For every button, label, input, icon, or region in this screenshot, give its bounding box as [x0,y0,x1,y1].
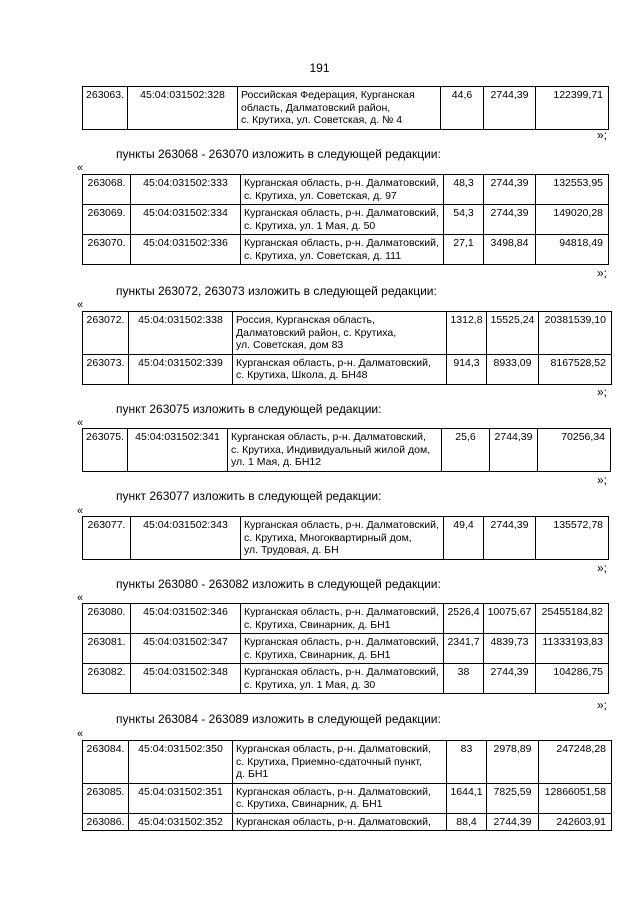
item-number: 263086. [83,813,129,831]
cadastral-number: 45:04:031502:351 [129,783,233,813]
cadastral-number: 45:04:031502:343 [131,517,241,560]
table-row [83,664,609,694]
rate-value: 2744,39 [484,205,536,235]
address-cell [241,175,444,205]
table-row [83,429,611,472]
cadastral-number: 45:04:031502:334 [131,205,241,235]
area-value: 2341,7 [444,634,484,664]
item-number: 263081. [83,634,131,664]
address-line: Курганская область, р-н. Далматовский, [244,606,439,618]
address-cell [233,354,447,384]
address-line: Курганская область, р-н. Далматовский, [244,636,439,648]
address-line: Курганская область, р-н. Далматовский, [244,207,439,219]
closing-quote: »; [597,561,608,575]
area-value: 83 [447,741,487,784]
cadastral-number: 45:04:031502:341 [128,429,228,472]
address-cell [233,312,447,355]
item-number: 263073. [83,354,129,384]
section-heading: пункт 263075 изложить в следующей редакции: [116,402,382,416]
address-cell [241,517,444,560]
cost-value: 104286,75 [536,664,609,694]
table-row [83,741,612,784]
address-line: с. Крутиха, ул. Советская, д. 97 [244,189,397,202]
section-heading: пункты 263068 - 263070 изложить в следующей редакции: [116,147,441,161]
closing-quote: »; [597,385,608,399]
address-line: с. Крутиха, Приемно-сдаточный пункт, [236,755,422,768]
table-row [83,604,609,634]
closing-quote: »; [597,698,608,712]
rate-value: 10075,67 [484,604,536,634]
table-row [83,87,609,130]
cost-value: 149020,28 [536,205,609,235]
address-line: с. Крутиха, ул. 1 Мая, д. 50 [244,219,376,232]
closing-quote: »; [597,266,608,280]
address-line: ул. Трудовая, д. БН [244,544,339,556]
cost-value: 11333193,83 [536,634,609,664]
address-cell [238,87,441,130]
address-line: ул. 1 Мая, д. БН12 [231,456,322,468]
rate-value: 2744,39 [487,813,539,831]
address-cell [241,235,444,265]
amendment-table [82,603,609,694]
address-line: Курганская область, р-н. Далматовский, [231,431,426,443]
address-line: Далматовский район, с. Крутиха, [236,326,397,339]
address-line: Россия, Курганская область, [236,314,375,326]
cost-value: 122399,71 [536,87,609,130]
address-line: д. БН1 [236,768,269,780]
area-value: 1312,8 [447,312,487,355]
address-line: с. Крутиха, ул. Советская, д. № 4 [241,114,403,126]
address-line: Курганская область, р-н. Далматовский, [236,743,431,755]
cadastral-number: 45:04:031502:350 [129,741,233,784]
item-number: 263069. [83,205,131,235]
section-heading: пункты 263080 - 263082 изложить в следующей редакции: [116,577,441,591]
area-value: 88,4 [447,813,487,831]
cost-value: 70256,34 [538,429,611,472]
rate-value: 2978,89 [487,741,539,784]
section-heading: пункты 263072, 263073 изложить в следующей редакции: [116,284,437,298]
address-line: Курганская область, р-н. Далматовский, [244,177,439,189]
opening-quote: « [77,592,84,604]
amendment-table [82,740,612,831]
item-number: 263077. [83,517,131,560]
rate-value: 15525,24 [487,312,539,355]
amendment-table [82,174,609,265]
cost-value: 242603,91 [539,813,612,831]
rate-value: 2744,39 [484,517,536,560]
cadastral-number: 45:04:031502:336 [131,235,241,265]
table-row [83,205,609,235]
area-value: 25,6 [442,429,490,472]
cost-value: 8167528,52 [539,354,612,384]
area-value: 2526,4 [444,604,484,634]
rate-value: 2744,39 [490,429,538,472]
address-line: с. Крутиха, Свинарник, д. БН1 [236,798,383,810]
cost-value: 135572,78 [536,517,609,560]
address-cell [233,783,447,813]
table-row [83,175,609,205]
cadastral-number: 45:04:031502:339 [129,354,233,384]
item-number: 263075. [83,429,128,472]
section-heading: пункт 263077 изложить в следующей редакции: [116,489,382,503]
address-line: Курганская область, р-н. Далматовский, [244,519,439,531]
address-line: с. Крутиха, Многоквартирный дом, [244,531,412,544]
address-line: Курганская область, р-н. Далматовский, [236,356,431,369]
address-cell [241,664,444,694]
table-row [83,783,612,813]
table-row [83,517,609,560]
item-number: 263084. [83,741,129,784]
address-cell [241,205,444,235]
rate-value: 3498,84 [484,235,536,265]
opening-quote: « [77,505,84,517]
cost-value: 132553,95 [536,175,609,205]
section-heading: пункты 263084 - 263089 изложить в следующей редакции: [116,712,441,726]
item-number: 263080. [83,604,131,634]
rate-value: 2744,39 [484,175,536,205]
item-number: 263068. [83,175,131,205]
area-value: 54,3 [444,205,484,235]
amendment-table [82,428,611,472]
table-row [83,634,609,664]
address-line: Курганская область, р-н. Далматовский, [244,237,439,249]
page-number: 191 [309,61,330,75]
item-number: 263070. [83,235,131,265]
cost-value: 25455184,82 [536,604,609,634]
area-value: 49,4 [444,517,484,560]
cadastral-number: 45:04:031502:328 [128,87,238,130]
rate-value: 2744,39 [484,87,536,130]
address-line: Курганская область, р-н. Далматовский, [236,785,431,798]
table-row [83,354,612,384]
opening-quote: « [77,162,84,174]
item-number: 263085. [83,783,129,813]
amendment-table [82,311,612,385]
cost-value: 20381539,10 [539,312,612,355]
address-line: ул. Советская, дом 83 [236,339,344,351]
address-cell [228,429,442,472]
address-line: Российская Федерация, Курганская [241,89,415,101]
closing-quote: »; [597,128,608,142]
address-line: с. Крутиха, ул. Советская, д. 111 [244,249,402,262]
cost-value: 247248,28 [539,741,612,784]
address-line: с. Крутиха, Свинарник, д. БН1 [244,648,391,661]
opening-quote: « [77,299,84,311]
cadastral-number: 45:04:031502:352 [129,813,233,831]
opening-quote: « [77,728,84,740]
address-line: Курганская область, р-н. Далматовский, [244,666,439,678]
cadastral-number: 45:04:031502:338 [129,312,233,355]
address-cell [233,741,447,784]
address-cell [241,604,444,634]
cost-value: 94818,49 [536,235,609,265]
area-value: 38 [444,664,484,694]
table-row [83,312,612,355]
amendment-table [82,86,609,130]
cadastral-number: 45:04:031502:333 [131,175,241,205]
closing-quote: »; [597,473,608,487]
cadastral-number: 45:04:031502:348 [131,664,241,694]
area-value: 914,3 [447,354,487,384]
address-line: область, Далматовский район, [241,101,391,114]
item-number: 263063. [83,87,128,130]
amendment-table [82,516,609,560]
rate-value: 2744,39 [484,664,536,694]
address-line: с. Крутиха, Свинарник, д. БН1 [244,618,391,631]
area-value: 27,1 [444,235,484,265]
cadastral-number: 45:04:031502:346 [131,604,241,634]
address-line: Курганская область, р-н. Далматовский, [236,815,431,828]
area-value: 48,3 [444,175,484,205]
rate-value: 8933,09 [487,354,539,384]
table-row [83,813,612,831]
rate-value: 7825,59 [487,783,539,813]
cost-value: 12866051,58 [539,783,612,813]
address-line: с. Крутиха, Школа, д. БН48 [236,369,368,381]
rate-value: 4839,73 [484,634,536,664]
item-number: 263082. [83,664,131,694]
opening-quote: « [77,417,84,429]
address-line: с. Крутиха, ул. 1 Мая, д. 30 [244,678,376,691]
address-cell [241,634,444,664]
address-cell [233,813,447,831]
address-line: с. Крутиха, Индивидуальный жилой дом, [231,443,431,456]
area-value: 44,6 [441,87,484,130]
cadastral-number: 45:04:031502:347 [131,634,241,664]
area-value: 1644,1 [447,783,487,813]
item-number: 263072. [83,312,129,355]
table-row [83,235,609,265]
